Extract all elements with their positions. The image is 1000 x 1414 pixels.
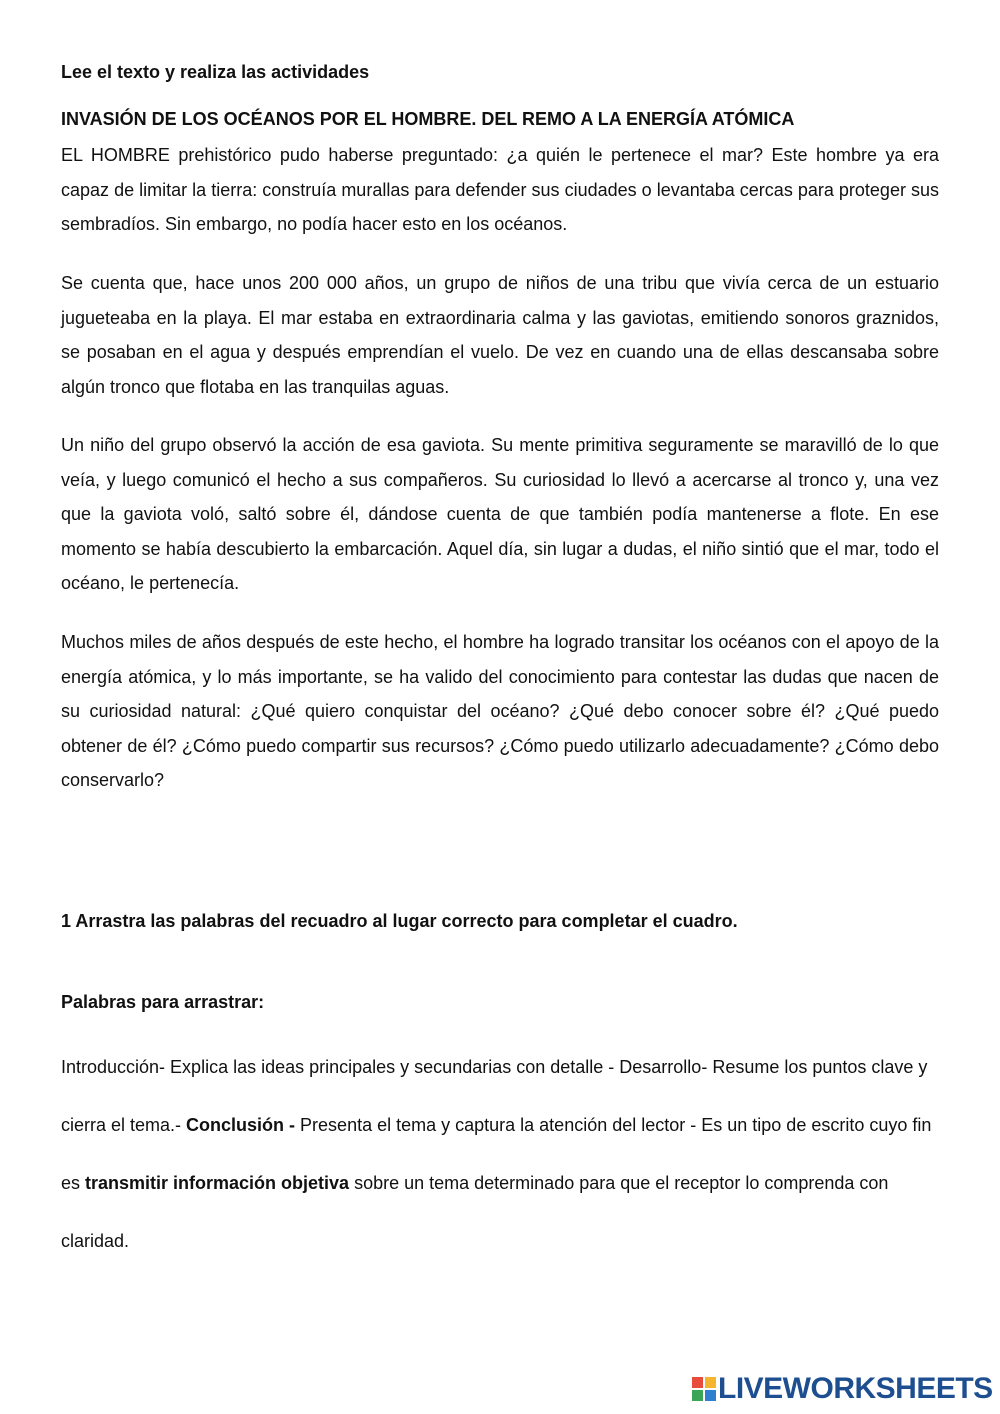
- paragraph-2: Se cuenta que, hace unos 200 000 años, un grupo de niños de una tribu que vivía cerca de un estuario jugueteaba en la playa. El mar estaba en extraordinaria calma y las gaviotas, emitiendo sonoros graznidos, se posaban en el agua y después emprendían el vuelo. De vez en cuando una de ellas descansaba sobre algún tronco que flotaba en las tranquilas aguas.: [61, 273, 939, 397]
- text-title: INVASIÓN DE LOS OCÉANOS POR EL HOMBRE. DEL REMO A LA ENERGÍA ATÓMICA: [61, 109, 795, 129]
- liveworksheets-logo-icon: [692, 1377, 716, 1401]
- words-label: Palabras para arrastrar:: [61, 992, 265, 1012]
- words-part-2: Presenta el tema y captura la atención del lector - Es un tipo de escrito cuyo fin es: [61, 1115, 932, 1193]
- paragraph-1: EL HOMBRE prehistórico pudo haberse preguntado: ¿a quién le pertenece el mar? Este hombre ya era capaz de limitar la tierra: construía murallas para defender sus ciudades o levantaba cercas para proteger sus sembradíos. Sin embargo, no podía hacer esto en los océanos.: [61, 145, 939, 234]
- liveworksheets-logo-text: LIVEWORKSHEETS: [718, 1372, 993, 1405]
- activity-instruction: 1 Arrastra las palabras del recuadro al lugar correcto para completar el cuadro.: [61, 911, 738, 931]
- words-part-1: Introducción- Explica las ideas principales y secundarias con detalle - Desarrollo- Resume los puntos clave y cierra el tema.-: [61, 1057, 928, 1135]
- liveworksheets-logo: [692, 1372, 993, 1406]
- paragraph-4: Muchos miles de años después de este hecho, el hombre ha logrado transitar los océanos con el apoyo de la energía atómica, y lo más importante, se ha valido del conocimiento para contestar las dudas que nacen de su curiosidad natural: ¿Qué quiero conquistar del océano? ¿Qué debo conocer sobre él? ¿Qué puedo obtener de él? ¿Cómo puedo compartir sus recursos? ¿Cómo puedo utilizarlo adecuadamente? ¿Cómo debo conservarlo?: [61, 632, 939, 790]
- words-bold-conclusion: Conclusión -: [186, 1115, 296, 1135]
- paragraph-3: Un niño del grupo observó la acción de esa gaviota. Su mente primitiva seguramente se maravilló de lo que veía, y luego comunicó el hecho a sus compañeros. Su curiosidad lo llevó a acercarse al tronco y, una vez que la gaviota voló, saltó sobre él, dándose cuenta de que también podía mantenerse a flote. En ese momento se había descubierto la embarcación. Aquel día, sin lugar a dudas, el niño sintió que el mar, todo el océano, le pertenecía.: [61, 435, 939, 593]
- drag-words-text: [61, 1038, 939, 1270]
- words-part-3: sobre un tema determinado para que el receptor lo comprenda con claridad.: [61, 1173, 889, 1251]
- reading-instruction: Lee el texto y realiza las actividades: [61, 62, 370, 82]
- words-bold-transmitir: transmitir información objetiva: [85, 1173, 350, 1193]
